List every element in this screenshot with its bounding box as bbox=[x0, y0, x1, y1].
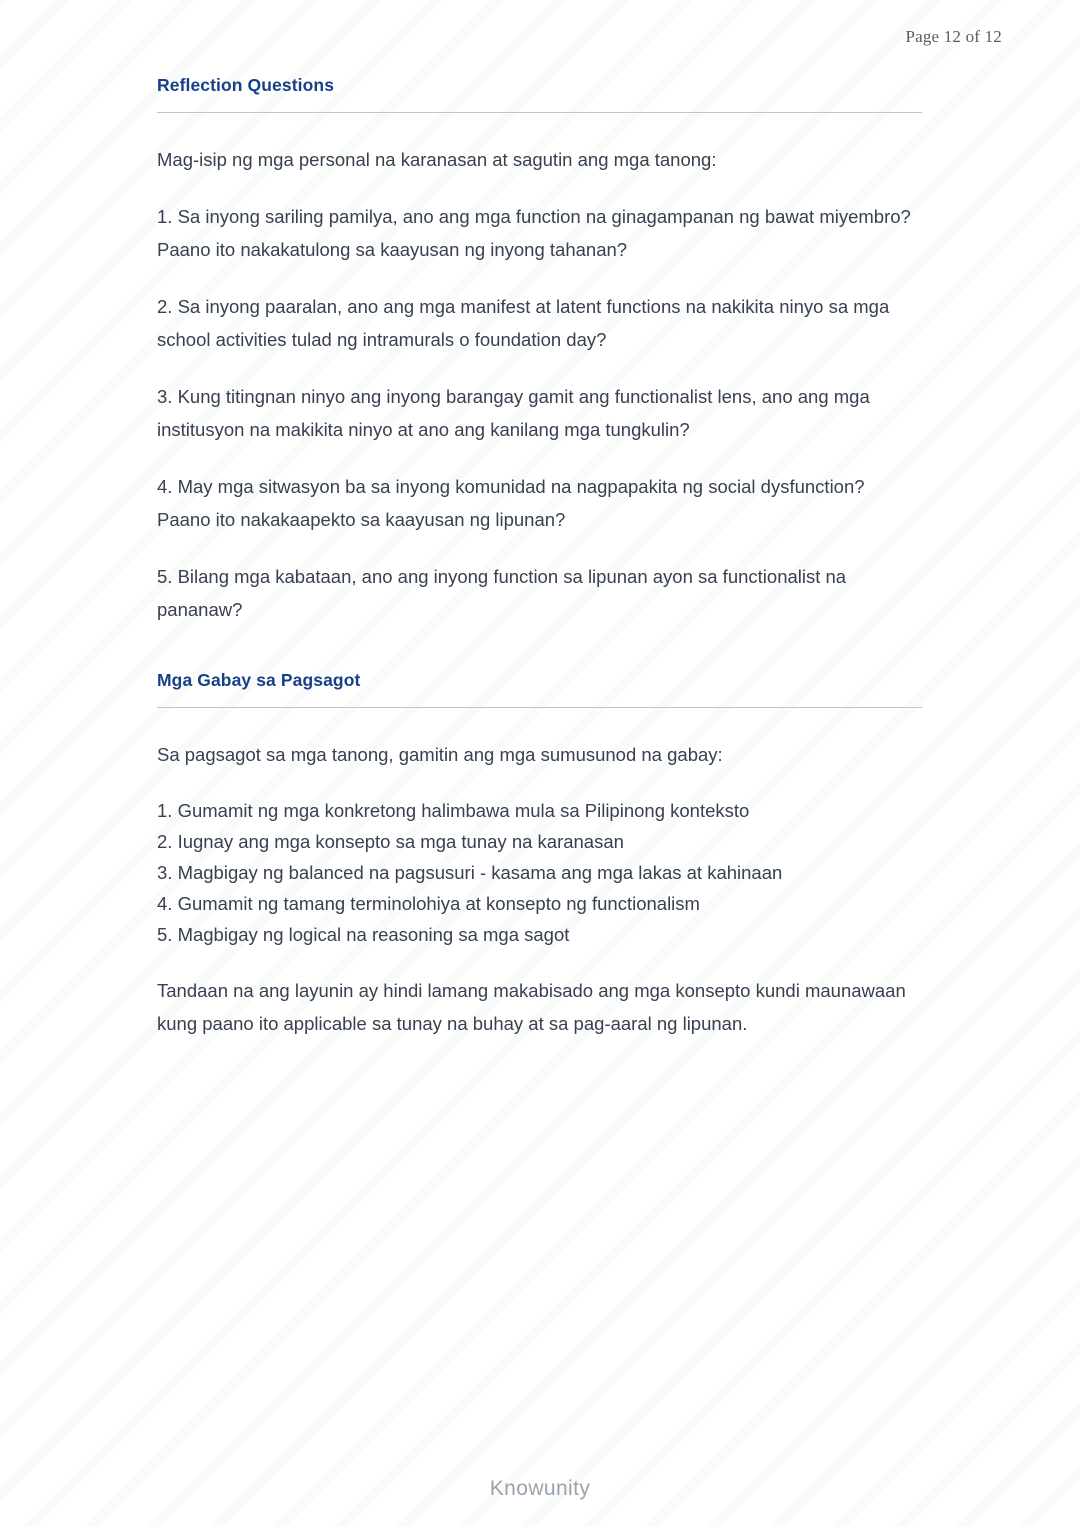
heading-divider bbox=[157, 112, 922, 113]
section-intro-paragraph: Mag-isip ng mga personal na karanasan at sagutin ang mga tanong: bbox=[157, 149, 717, 170]
question-item: 2. Sa inyong paaralan, ano ang mga manifest at latent functions na nakikita ninyo sa mga school activities tulad ng intramurals o foundation day? bbox=[157, 296, 890, 350]
guideline-list bbox=[157, 795, 922, 950]
question-item: 3. Kung titingnan ninyo ang inyong barangay gamit ang functionalist lens, ano ang mga institusyon na makikita ninyo at ano ang kanilang mga tungkulin? bbox=[157, 386, 870, 440]
question-item: 1. Sa inyong sariling pamilya, ano ang mga function na ginagampanan ng bawat miyembro? Paano ito nakakatulong sa kaayusan ng inyong tahanan? bbox=[157, 206, 911, 260]
section-answer-guidelines bbox=[157, 670, 922, 1040]
section-reflection-questions bbox=[157, 75, 922, 626]
guideline-item: 2. Iugnay ang mga konsepto sa mga tunay na karanasan bbox=[157, 831, 624, 852]
section-intro-paragraph: Sa pagsagot sa mga tanong, gamitin ang mga sumusunod na gabay: bbox=[157, 744, 723, 765]
guideline-item: 3. Magbigay ng balanced na pagsusuri - kasama ang mga lakas at kahinaan bbox=[157, 862, 783, 883]
section-closing-paragraph: Tandaan na ang layunin ay hindi lamang makabisado ang mga konsepto kundi maunawaan kung paano ito applicable sa tunay na buhay at sa pag-aaral ng lipunan. bbox=[157, 980, 906, 1034]
guideline-item: 4. Gumamit ng tamang terminolohiya at konsepto ng functionalism bbox=[157, 893, 700, 914]
page-number-label: Page 12 of 12 bbox=[905, 27, 1002, 46]
guideline-item: 1. Gumamit ng mga konkretong halimbawa mula sa Pilipinong konteksto bbox=[157, 800, 750, 821]
section-heading: Mga Gabay sa Pagsagot bbox=[157, 670, 361, 690]
question-item: 4. May mga sitwasyon ba sa inyong komunidad na nagpapakita ng social dysfunction? Paano ito nakakaapekto sa kaayusan ng lipunan? bbox=[157, 476, 865, 530]
section-heading: Reflection Questions bbox=[157, 75, 335, 95]
guideline-item: 5. Magbigay ng logical na reasoning sa mga sagot bbox=[157, 924, 570, 945]
watermark-label: Knowunity bbox=[489, 1477, 591, 1500]
question-item: 5. Bilang mga kabataan, ano ang inyong function sa lipunan ayon sa functionalist na pananaw? bbox=[157, 566, 847, 620]
document-body bbox=[157, 75, 922, 1064]
heading-divider bbox=[157, 707, 922, 708]
